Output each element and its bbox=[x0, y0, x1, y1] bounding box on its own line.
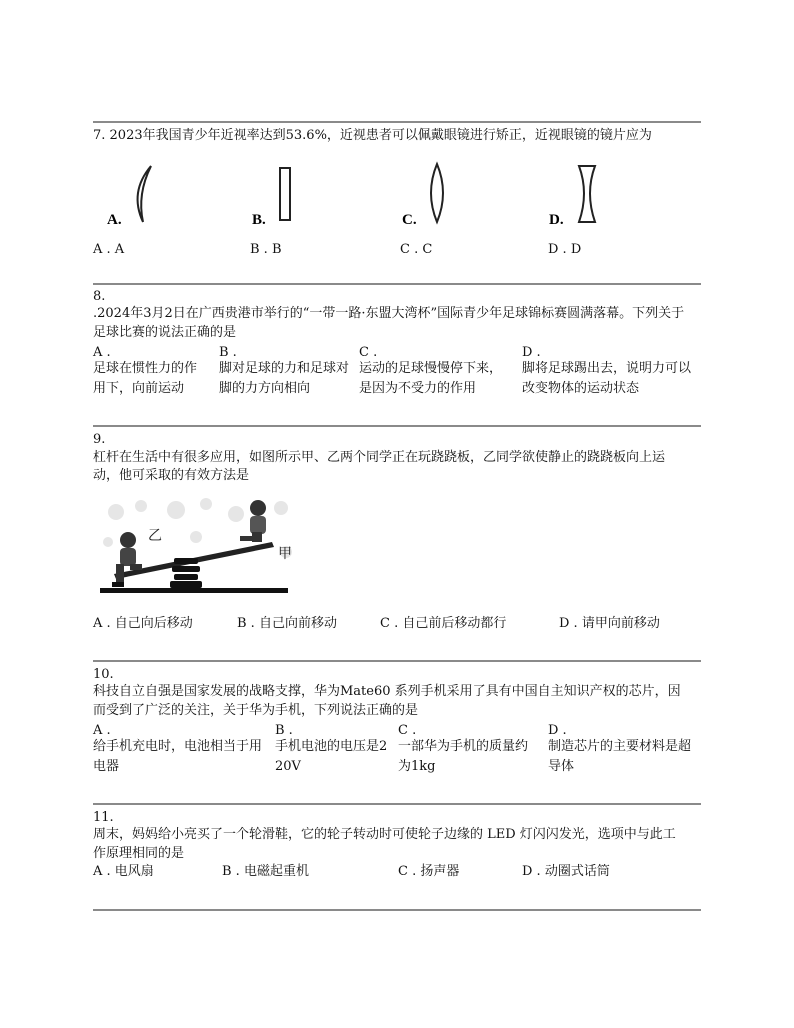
q11-stem-line2: 作原理相同的是 bbox=[93, 846, 185, 861]
option-letter: D . bbox=[548, 723, 567, 738]
option-text: 脚将足球踢出去，说明力可以 bbox=[522, 361, 692, 376]
option-text: 一部华为手机的质量约 bbox=[398, 739, 529, 754]
q7-option-a[interactable]: A . A bbox=[93, 242, 125, 257]
q7-option-b[interactable]: B . B bbox=[250, 242, 282, 257]
kid-yi-icon bbox=[112, 532, 142, 587]
q9-number: 9. bbox=[93, 432, 106, 447]
seesaw-figure bbox=[96, 492, 296, 600]
divider bbox=[93, 803, 701, 805]
option-text: 用下，向前运动 bbox=[93, 381, 185, 396]
option-letter: A . bbox=[93, 345, 111, 360]
q11-option-c[interactable]: C . 扬声器 bbox=[398, 864, 460, 879]
q8-stem-line2: 足球比赛的说法正确的是 bbox=[93, 325, 237, 340]
q11-option-d[interactable]: D . 动圈式话筒 bbox=[522, 864, 610, 879]
q7-option-d[interactable]: D . D bbox=[548, 242, 582, 257]
q10-number: 10. bbox=[93, 667, 114, 682]
lens-a-label: A. bbox=[107, 212, 122, 228]
q10-stem-line2: 而受到了广泛的关注，关于华为手机，下列说法正确的是 bbox=[93, 703, 419, 718]
option-letter: B . bbox=[275, 723, 293, 738]
q8-number: 8. bbox=[93, 289, 106, 304]
kid-jia-icon bbox=[240, 500, 266, 542]
q9-option-c[interactable]: C . 自己前后移动都行 bbox=[380, 616, 507, 631]
divider bbox=[93, 660, 701, 662]
label-jia: 甲 bbox=[278, 547, 292, 562]
q8-stem-line1: .2024年3月2日在广西贵港市举行的“一带一路·东盟大湾杯”国际青少年足球锦标赛圆满落幕。下列关于 bbox=[93, 306, 685, 321]
option-text: 改变物体的运动状态 bbox=[522, 381, 640, 396]
divider bbox=[93, 121, 701, 123]
option-text: 给手机充电时，电池相当于用 bbox=[93, 739, 263, 754]
option-text: 制造芯片的主要材料是超 bbox=[548, 739, 692, 754]
divider bbox=[93, 283, 701, 285]
lens-c-label: C. bbox=[402, 212, 417, 228]
q7-stem: 7. 2023年我国青少年近视率达到53.6%，近视患者可以佩戴眼镜进行矫正，近视眼镜的镜片应为 bbox=[93, 128, 652, 143]
option-letter: C . bbox=[359, 345, 378, 360]
q7-option-c[interactable]: C . C bbox=[400, 242, 433, 257]
option-text: 导体 bbox=[548, 759, 575, 774]
option-text: 足球在惯性力的作 bbox=[93, 361, 198, 376]
lens-d-icon bbox=[579, 166, 595, 222]
option-letter: D . bbox=[522, 345, 541, 360]
q11-number: 11. bbox=[93, 810, 114, 825]
lens-d-label: D. bbox=[549, 212, 564, 228]
q9-stem-line1: 杠杆在生活中有很多应用，如图所示甲、乙两个同学正在玩跷跷板，乙同学欲使静止的跷跷板向上运 bbox=[93, 450, 666, 465]
lens-a-icon bbox=[138, 166, 151, 222]
option-text: 脚的力方向相向 bbox=[219, 381, 311, 396]
q11-option-b[interactable]: B . 电磁起重机 bbox=[222, 864, 309, 879]
option-letter: B . bbox=[219, 345, 237, 360]
option-text: 电器 bbox=[93, 759, 120, 774]
option-text: 是因为不受力的作用 bbox=[359, 381, 477, 396]
divider bbox=[93, 425, 701, 427]
q10-stem-line1: 科技自立自强是国家发展的战略支撑，华为Mate60 系列手机采用了具有中国自主知识产权的芯片，因 bbox=[93, 684, 681, 699]
option-text: 为1kg bbox=[398, 759, 436, 774]
q11-stem-line1: 周末，妈妈给小亮买了一个轮滑鞋，它的轮子转动时可使轮子边缘的 LED 灯闪闪发光，选项中与此工 bbox=[93, 827, 676, 842]
option-text: 脚对足球的力和足球对 bbox=[219, 361, 350, 376]
option-text: 20V bbox=[275, 759, 301, 774]
q11-option-a[interactable]: A . 电风扇 bbox=[93, 864, 154, 879]
q9-stem-line2: 动，他可采取的有效方法是 bbox=[93, 468, 250, 483]
q9-option-a[interactable]: A . 自己向后移动 bbox=[93, 616, 193, 631]
q9-option-d[interactable]: D . 请甲向前移动 bbox=[559, 616, 660, 631]
q7-lens-figures bbox=[93, 160, 653, 230]
option-text: 手机电池的电压是2 bbox=[275, 739, 388, 754]
lens-b-icon bbox=[280, 168, 290, 220]
divider bbox=[93, 909, 701, 911]
q9-option-b[interactable]: B . 自己向前移动 bbox=[237, 616, 337, 631]
option-letter: C . bbox=[398, 723, 417, 738]
option-text: 运动的足球慢慢停下来， bbox=[359, 361, 503, 376]
lens-c-icon bbox=[431, 164, 443, 222]
label-yi: 乙 bbox=[148, 529, 162, 544]
option-letter: A . bbox=[93, 723, 111, 738]
lens-b-label: B. bbox=[252, 212, 266, 228]
